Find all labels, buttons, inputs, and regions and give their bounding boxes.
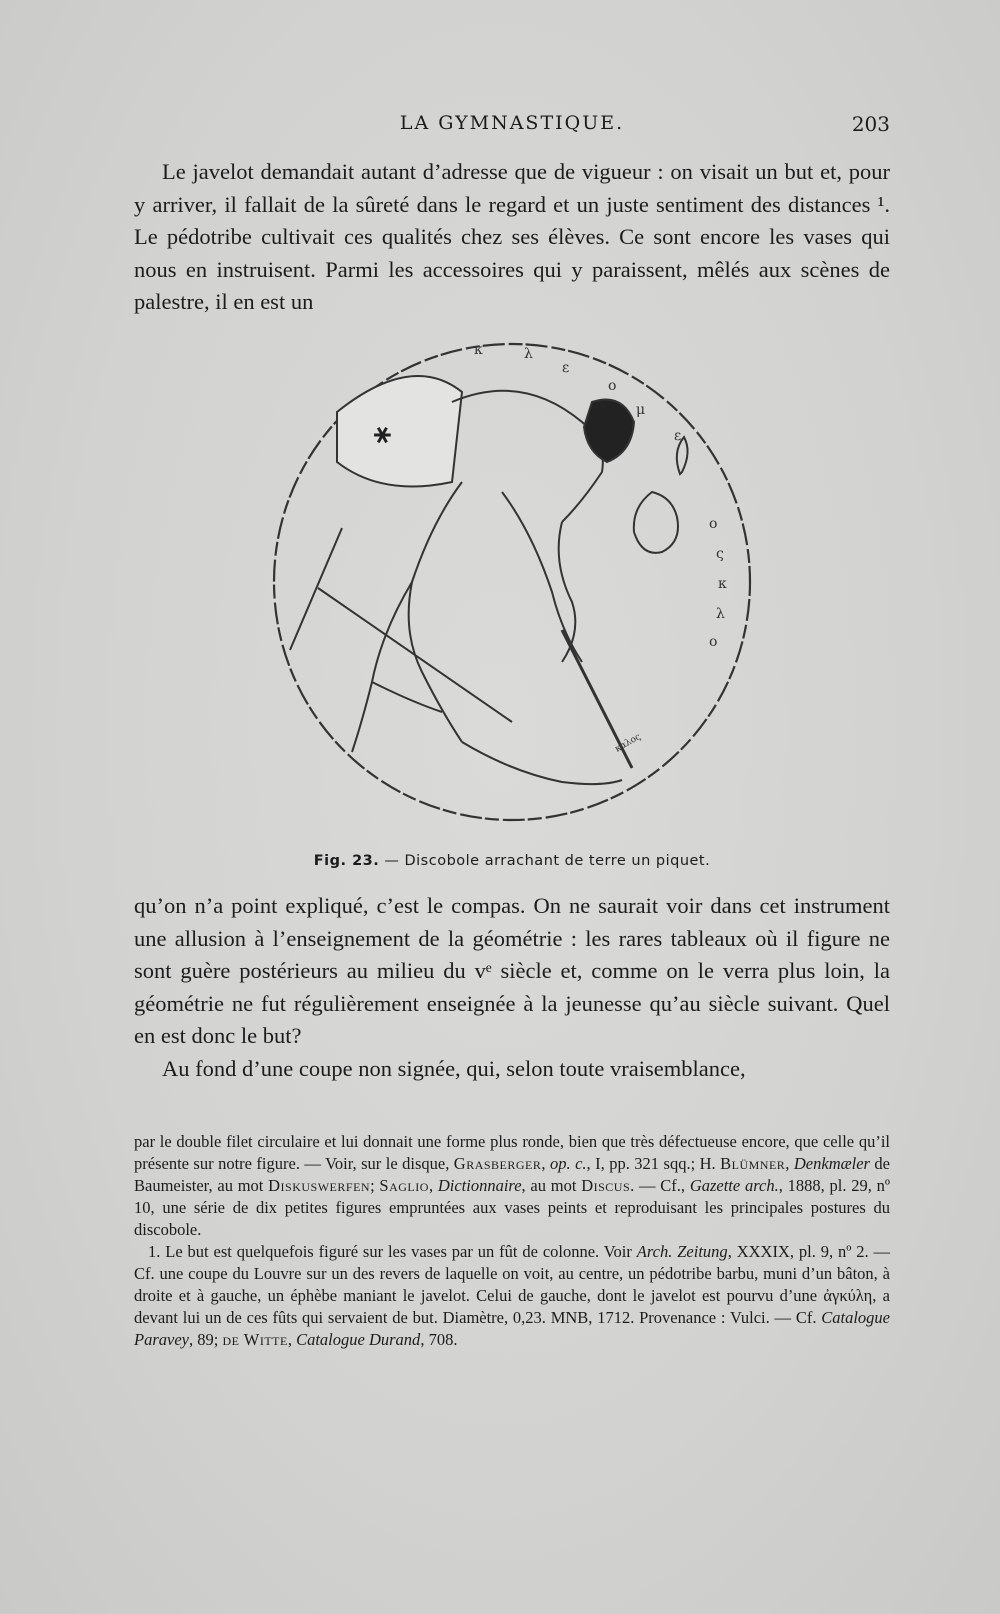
footnote-text: , au mot bbox=[521, 1176, 582, 1195]
footnote-text: , 1888, pl. 29, nº 10, une série de dix petites figures empruntées aux vases peints et reproduisant les principales postures du discobole. bbox=[134, 1176, 891, 1239]
discus-mark: ⚹ bbox=[374, 416, 391, 449]
inscription-letter: ο bbox=[608, 378, 617, 394]
inscription-letter: ς bbox=[716, 546, 724, 562]
work-title: Denkmæler bbox=[793, 1154, 870, 1173]
work-title: Arch. Zeitung bbox=[636, 1242, 728, 1261]
footnote-continued: par le double filet circulaire et lui donnait une forme plus ronde, bien que très défectueuse encore, que celle qu’il présente sur notre figure. — Voir, sur le disque, Grasberger, op. c., I, pp. 321 sqq.; H. Blümner, Denkmæler de Baumeister, au mot Diskuswerfen; Saglio, Dictionnaire, au mot Discus. — Cf., Gazette arch., 1888, pl. 29, nº 10, une série de dix petites figures empruntées aux vases peints et reproduisant les principales postures du discobole. bbox=[134, 1132, 891, 1239]
footnote-text: ; bbox=[370, 1176, 380, 1195]
footnote-text: . — Cf., bbox=[630, 1176, 690, 1195]
work-title: Catalogue Paravey bbox=[134, 1308, 890, 1349]
inscription-letter: κ bbox=[718, 576, 727, 592]
footnote-text: , 89; bbox=[188, 1330, 223, 1349]
footnote-text: 1. Le but est quelquefois figuré sur les vases par un fût de colonne. Voir bbox=[148, 1242, 637, 1261]
footnote-text: de Baumeister, au mot bbox=[134, 1154, 891, 1195]
running-head bbox=[134, 112, 890, 142]
footnotes bbox=[134, 1131, 890, 1351]
discus-shape bbox=[337, 376, 462, 487]
footnote-1 bbox=[134, 1241, 890, 1351]
figure-discobolus-illustration bbox=[262, 332, 762, 832]
author-name: de Witte bbox=[222, 1330, 288, 1349]
footnote-text: par le double filet circulaire et lui donnait une forme plus ronde, bien que très défectueuse encore, que celle qu’il présente sur notre figure. — Voir, sur le disque, bbox=[134, 1132, 890, 1173]
citation-abbrev: op. c. bbox=[550, 1154, 587, 1173]
entry-name: Discus bbox=[581, 1176, 631, 1195]
paragraph: Le javelot demandait autant d’adresse que de vigueur : on visait un but et, pour y arriver, il fallait de la sûreté dans le regard et un juste sentiment des distances ¹. Le pédotribe cultivait ces qualités chez ses élèves. Ce sont encore les vases qui nous en instruisent. Parmi les accessoires qui y paraissent, mêlés aux scènes de palestre, il en est un bbox=[134, 159, 890, 314]
author-name: Grasberger bbox=[453, 1154, 542, 1173]
figure-label: Fig. 23. bbox=[313, 853, 380, 869]
author-name: Saglio bbox=[379, 1176, 429, 1195]
inscription-letter: ο bbox=[709, 516, 718, 532]
footnote-text: , bbox=[287, 1330, 297, 1349]
work-title: Dictionnaire bbox=[437, 1176, 522, 1195]
work-title: Catalogue Durand bbox=[296, 1330, 421, 1349]
running-title: LA GYMNASTIQUE. bbox=[399, 112, 625, 134]
javelin bbox=[290, 528, 342, 650]
work-title: Gazette arch. bbox=[689, 1176, 779, 1195]
inscription-letter: λ bbox=[524, 346, 533, 362]
inscription-letter: ε bbox=[674, 428, 682, 444]
body-text-bottom bbox=[134, 890, 890, 1085]
inscription-letter: λ bbox=[716, 606, 725, 622]
inscription-letter: ε bbox=[562, 360, 570, 376]
aryballos-and-strigil bbox=[634, 437, 688, 553]
entry-name: Diskuswerfen bbox=[268, 1176, 371, 1195]
paragraph: Au fond d’une coupe non signée, qui, selon toute vraisemblance, bbox=[162, 1055, 746, 1081]
inscription-letter: ο bbox=[709, 634, 718, 650]
vase-inscription bbox=[474, 342, 727, 650]
author-name: Blümner bbox=[720, 1154, 786, 1173]
paragraph: qu’on n’a point expliqué, c’est le compas. On ne saurait voir dans cet instrument une allusion à l’enseignement de la géométrie : les rares tableaux où il figure ne sont guère postérieurs au milieu du vᵉ siècle et, comme on le verra plus loin, la géométrie ne fut régulièrement enseignée à la jeunesse qu’au siècle suivant. Quel en est donc le but? bbox=[134, 893, 890, 1048]
body-text-top bbox=[134, 156, 890, 319]
inscription-letter: μ bbox=[636, 402, 646, 418]
inscription-letter: κ bbox=[474, 342, 483, 358]
footnote-text: , XXXIX, pl. 9, nº 2. — Cf. une coupe du Louvre sur un des revers de laquelle on voit, au centre, un pédotribe barbu, muni d’un bâton, à droite et à gauche, un éphèbe maniant le javelot. Celui de gauche, dont le javelot est pourvu d’une ἀγκύλη, a devant lui un de ces fûts qui servaient de but. Diamètre, 0,23. MNB, 1712. Provenance : Vulci. — Cf. bbox=[134, 1242, 891, 1327]
figure-caption bbox=[134, 853, 890, 869]
page-number: 203 bbox=[851, 112, 890, 136]
signature-mark: καλος bbox=[613, 732, 643, 755]
figure-caption-text: — Discobole arrachant de terre un piquet. bbox=[384, 853, 711, 869]
footnote-text: , I, pp. 321 sqq.; H. bbox=[586, 1154, 721, 1173]
footnote-text: , 708. bbox=[420, 1330, 458, 1349]
